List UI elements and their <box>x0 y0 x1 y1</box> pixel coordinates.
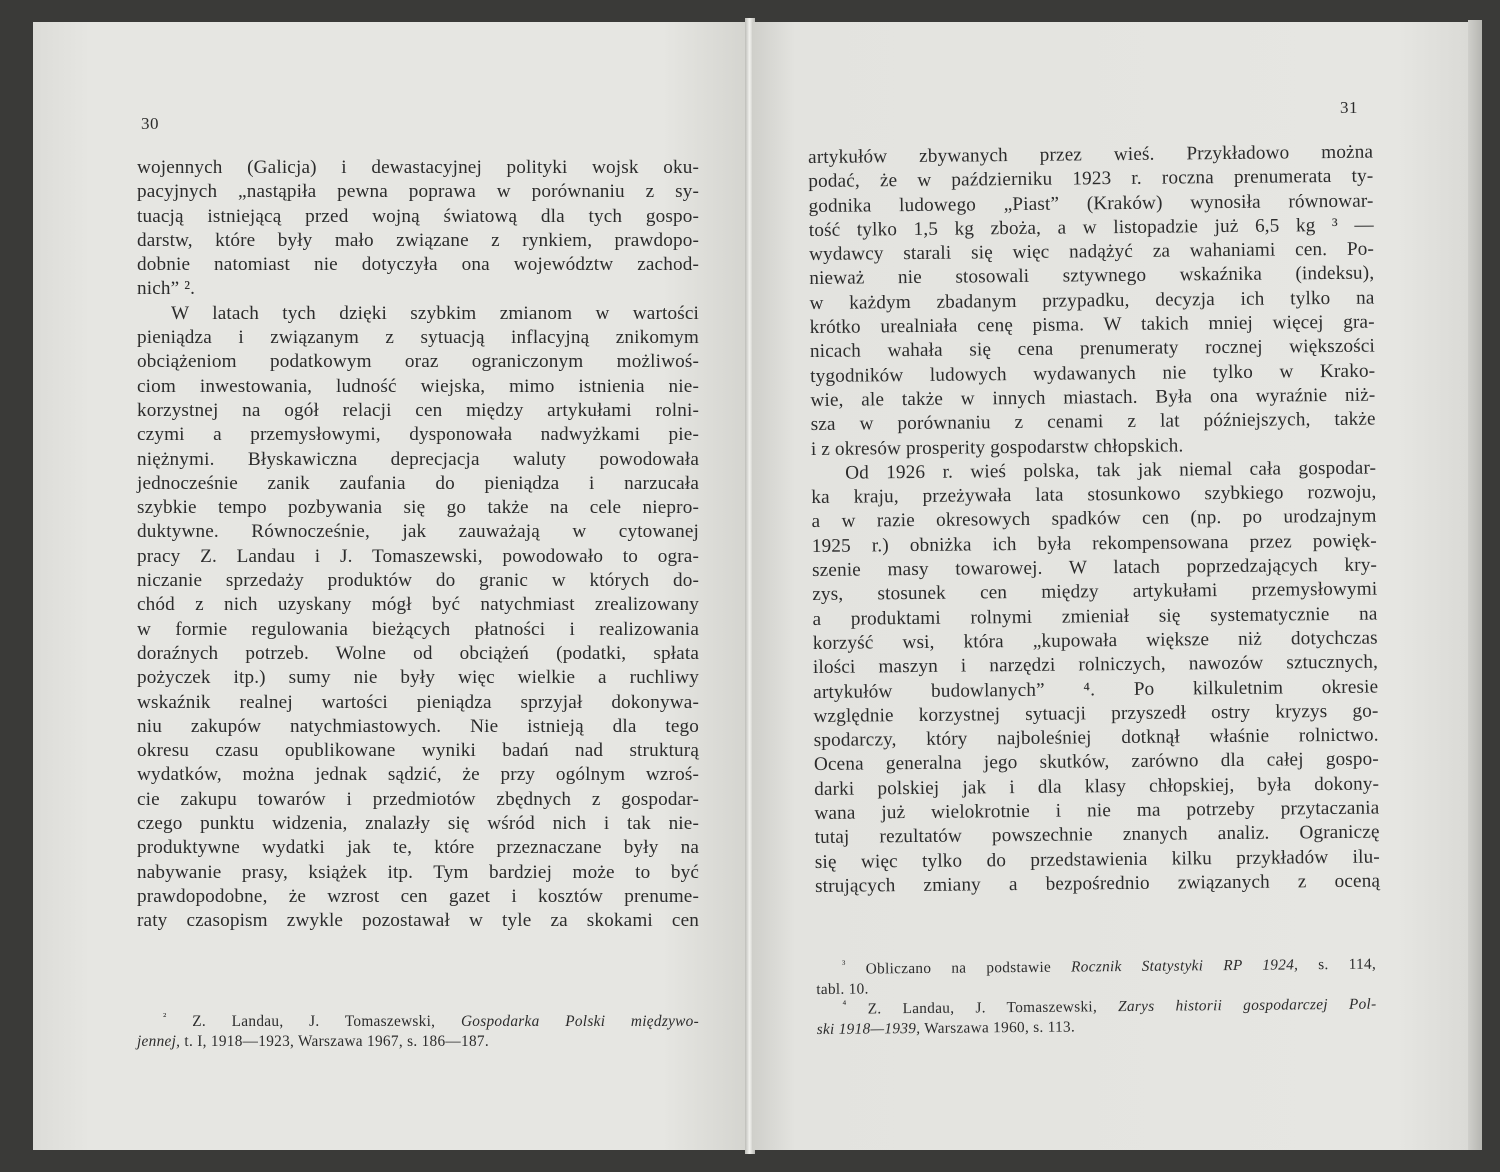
text-line: artykułów zbywanych przez wieś. Przykładowo można <box>808 141 1374 168</box>
text-line: zys, stosunek cen między artykułami przemysłowymi <box>812 578 1378 606</box>
text-line: obciążeniom podatkowym oraz ograniczonym możliwoś- <box>137 351 699 373</box>
text-line: względnie korzystnej sytuacji przyszedł ostry kryzys go- <box>813 700 1379 727</box>
text-line: raty czasopism zwykle pozostawał w tyle za skokami cen <box>137 910 699 932</box>
text-line: pieniądza i związanym z sytuacją inflacyjną znikomym <box>137 327 699 349</box>
text-line: okresu czasu opublikowane wyniki badań nad strukturą <box>137 740 699 762</box>
footnote-marker: ² <box>163 1010 167 1023</box>
footnote-text: Z. Landau, J. Tomaszewski, <box>192 1013 461 1030</box>
footnote-text: Z. Landau, J. Tomaszewski, <box>867 998 1119 1018</box>
right-page-body <box>808 141 1380 900</box>
footnote-2 <box>137 1012 699 1032</box>
text-line: tuacją istniejącą przed wojną światową dla tych gospo- <box>137 205 699 227</box>
text-line: W latach tych dzięki szybkim zmianom w wartości <box>171 302 699 324</box>
footnote-2-cont <box>137 1032 699 1052</box>
text-line: wie, ale także w innych miastach. Była ona wyraźnie niż- <box>810 384 1376 411</box>
text-line: 1925 r.) obniżka ich była rekompensowana przez powięk- <box>811 530 1377 557</box>
footnote-title: jennej, <box>137 1033 181 1050</box>
text-line: pożyczek itp.) sumy nie były więc wielkie a ruchliwy <box>137 667 699 689</box>
text-line: strujących zmiany a bezpośrednio związanych z oceną <box>815 870 1381 897</box>
text-line: czego punktu widzenia, znalazły się wśród nich i tak nie- <box>137 813 699 835</box>
text-line: sza w porównaniu z cenami z lat późniejszych, także <box>810 408 1376 436</box>
text-line: a w razie okresowych spadków cen (np. po urodzajnym <box>811 506 1377 533</box>
text-line: prawdopodobne, że wzrost cen gazet i kosztów prenume- <box>137 885 699 907</box>
footnote-text: Warszawa 1960, s. 113. <box>920 1018 1076 1038</box>
text-line: pacyjnych „nastąpiła pewna poprawa w porównaniu z sy- <box>137 181 699 203</box>
text-line: darki polskiej jak i dla klasy chłopskiej, była dokony- <box>814 773 1380 800</box>
footnotes-left <box>137 1012 699 1052</box>
text-line: się więc tylko do przedstawienia kilku przykładów ilu- <box>814 846 1380 873</box>
text-line: niu zakupów natychmiastowych. Nie istnieją dla tego <box>137 715 699 737</box>
footnote-text: s. 114, <box>1298 955 1377 974</box>
footnote-3-cont: tabl. 10. <box>816 980 869 998</box>
text-line: Od 1926 r. wieś polska, tak jak niemal cała gospodar- <box>845 457 1377 484</box>
text-line: tutaj rezultatów powszechnie znanych analiz. Ograniczę <box>814 821 1380 849</box>
text-line: nich” ². <box>137 278 196 300</box>
left-page <box>33 22 748 1150</box>
text-line: a produktami rolnymi zmieniał się systematycznie na <box>812 603 1378 630</box>
text-line: szenie masy towarowej. W latach poprzedzających kry- <box>811 554 1378 582</box>
footnote-marker: ⁴ <box>842 998 847 1011</box>
footnote-4-cont <box>817 1015 1377 1040</box>
text-line: godnika ludowego „Piast” (Kraków) wynosiła równowar- <box>808 190 1374 217</box>
text-line: korzystnej na ogół relacji cen między artykułami rolni- <box>137 399 699 421</box>
text-line: ilości maszyn i narzędzi rolniczych, nawozów sztucznych, <box>812 651 1379 679</box>
text-line: darstw, które były mało związane z rynkiem, prawdopo- <box>137 229 699 251</box>
text-line: w formie regulowania bieżących płatności i realizowania <box>137 618 699 640</box>
text-line: ka kraju, przeżywała lata stosunkowo szybkiego rozwoju, <box>811 481 1377 509</box>
text-line: i z okresów prosperity gospodarstw chłopskich. <box>810 434 1184 460</box>
text-line: Ocena generalna jego skutków, zarówno dla całej gospo- <box>813 748 1380 776</box>
right-page <box>752 22 1468 1150</box>
text-line: niężnymi. Błyskawiczna deprecjacja waluty powodowała <box>137 448 699 470</box>
text-line: dobnie natomiast nie dotyczyła ona województw zachod- <box>137 254 699 276</box>
text-line: nabywanie prasy, książek itp. Tym bardziej może to być <box>137 861 699 883</box>
text-line: doraźnych potrzeb. Wolne od obciążeń (podatki, spłata <box>137 642 699 664</box>
text-line: pracy Z. Landau i J. Tomaszewski, powodowało to ogra- <box>137 545 699 567</box>
text-line: tość tylko 1,5 kg zboża, a w listopadzie już 6,5 kg ³ — <box>808 214 1374 241</box>
page-number-right: 31 <box>1340 98 1358 117</box>
footnote-title: Zarys historii gospodarczej Pol- <box>1118 995 1377 1016</box>
text-line: wydatków, można jednak sądzić, że przy ogólnym wzroś- <box>137 764 699 786</box>
left-page-body <box>137 156 699 934</box>
footnote-text: t. I, 1918—1923, Warszawa 1967, s. 186—187. <box>180 1033 489 1050</box>
page-number-left: 30 <box>141 114 159 133</box>
footnote-title: ski 1918—1939, <box>816 1020 921 1038</box>
text-line: cie zakupu towarów i przedmiotów zbędnych z gospodar- <box>137 788 699 810</box>
text-line: niczanie sprzedaży produktów do granic w których do- <box>137 570 699 592</box>
text-line: artykułów budowlanych” ⁴. Po kilkuletnim okresie <box>813 676 1379 703</box>
text-line: szybkie tempo pozbywania się go także na cele niepro- <box>137 497 699 519</box>
text-line: duktywne. Równocześnie, jak zauważają w cytowanej <box>137 521 699 543</box>
text-line: czymi a przemysłowymi, dysponowała nadwyżkami pie- <box>137 424 699 446</box>
text-line: ciom inwestowania, ludność wiejska, mimo istnienia nie- <box>137 375 699 397</box>
footnote-title: Gospodarka Polski międzywo- <box>460 1013 700 1030</box>
text-line: spodarczy, który najboleśniej dotknął właśnie rolnictwo. <box>813 724 1379 752</box>
text-line: wskaźnik realnej wartości pieniądza sprzyjał dokonywa- <box>137 691 699 713</box>
footnote-title: Rocznik Statystyki RP 1924, <box>1071 956 1299 976</box>
text-line: jednocześnie zanik zaufania do pieniądza i narzucała <box>137 472 699 494</box>
text-line: korzyść wsi, która „kupowała większe niż dotychczas <box>812 627 1378 654</box>
text-line: nicach wahała się cena prenumeraty rocznej większości <box>809 335 1376 363</box>
text-line: podać, że w październiku 1923 r. roczna prenumerata ty- <box>808 165 1374 193</box>
text-line: w każdym zbadanym przypadku, decyzja ich tylko na <box>809 287 1375 314</box>
text-line: chód z nich uzyskany mógł być natychmiast zrealizowany <box>137 594 699 616</box>
text-line: wana już wielokrotnie i nie ma potrzeby przytaczania <box>814 797 1380 824</box>
text-line: wydawcy starali się więc nadążyć za wahaniami cen. Po- <box>808 238 1375 266</box>
footnote-text: Obliczano na podstawie <box>865 958 1072 978</box>
text-line: produktywne wydatki jak te, które przeznaczane były na <box>137 837 699 859</box>
text-line: nieważ nie stosowali sztywnego wskaźnika (indeksu), <box>809 263 1375 290</box>
text-line: krótko urealniała cenę pisma. W takich mniej więcej gra- <box>809 311 1375 339</box>
footnotes-right <box>816 955 1377 1040</box>
footnote-marker: ³ <box>841 958 846 971</box>
text-line: wojennych (Galicja) i dewastacyjnej polityki wojsk oku- <box>137 157 699 178</box>
page-stack-edge <box>1468 20 1482 1150</box>
text-line: tygodników ludowych wydawanych nie tylko w Krako- <box>810 360 1376 387</box>
